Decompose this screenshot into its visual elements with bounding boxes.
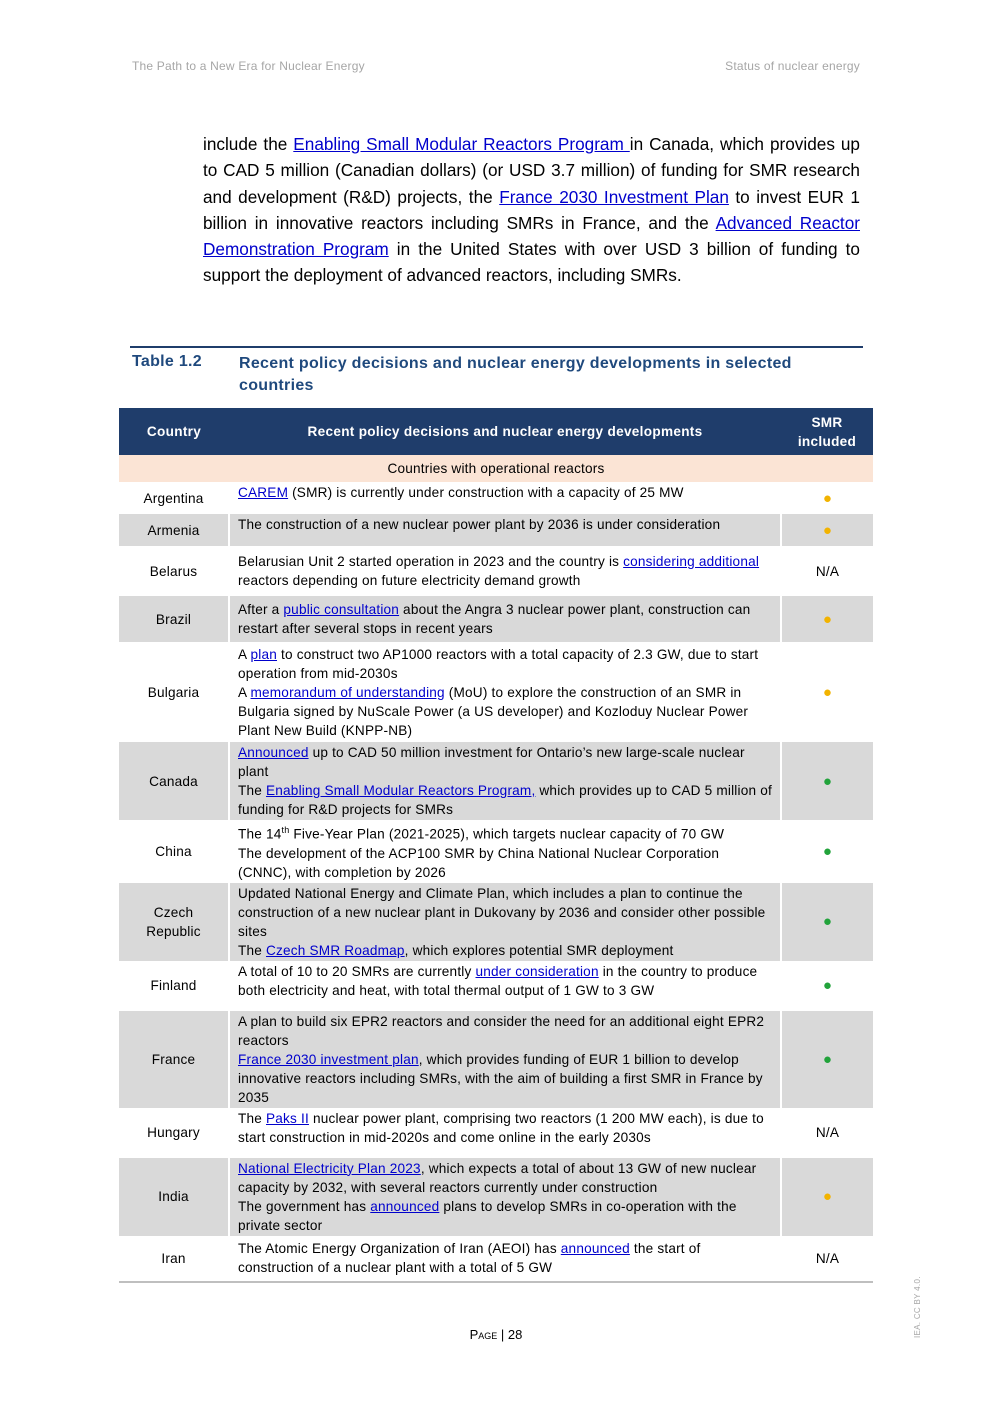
table-row (119, 1236, 873, 1282)
group-label: Countries with operational reactors (119, 455, 873, 482)
description-line (238, 552, 772, 590)
intro-text: to invest EUR 1 billion in innovative reactors including SMRs in France, and the (203, 186, 860, 233)
link-considering-additional[interactable]: considering additional (623, 554, 760, 569)
smr-status-dot: ● (822, 913, 833, 931)
description-cell (229, 1158, 781, 1236)
description-text: reactors depending on future electricity demand growth (238, 573, 581, 588)
description-line (238, 1197, 772, 1235)
table-row (119, 1158, 873, 1236)
description-cell (229, 642, 781, 742)
description-text: The government has (238, 1198, 371, 1214)
description-text: The 14 (238, 826, 282, 842)
description-text: , which explores potential SMR deployment (404, 942, 674, 958)
smr-cell (781, 883, 873, 961)
link-public-consultation[interactable]: public consultation (283, 602, 400, 617)
smr-cell (781, 642, 873, 742)
country-cell: China (119, 820, 229, 883)
description-text: the start of construction of a nuclear plant with a total of 5 GW (238, 1241, 701, 1276)
description-line (238, 781, 772, 819)
description-cell (229, 820, 781, 883)
smr-na: N/A (815, 1125, 840, 1141)
smr-status-dot: ● (822, 1188, 833, 1206)
description-line (238, 1159, 772, 1197)
group-row (119, 455, 873, 482)
col-header-country: Country (119, 408, 229, 455)
description-text: , which provides funding of EUR 1 billion to develop innovative reactors including SMRs, with the aim of building a first SMR in France by 2035 (238, 1051, 763, 1105)
description-text: to construct two AP1000 reactors with a total capacity of 2.3 GW, due to start operation from mid-2030s (238, 646, 759, 681)
description-text: Belarusian Unit 2 started operation in 2023 and the country is (238, 554, 624, 569)
country-cell: Czech Republic (119, 883, 229, 961)
description-line (238, 941, 772, 960)
description-text: A (238, 684, 251, 700)
smr-status-dot: ● (822, 977, 833, 995)
smr-cell (781, 742, 873, 820)
country-cell: Bulgaria (119, 642, 229, 742)
description-text: Updated National Energy and Climate Plan, which includes a plan to continue the construction of a new nuclear plant in Dukovany by 2036 and consider other possible sites (238, 885, 766, 939)
description-text: The (238, 942, 267, 958)
description-text: about the Angra 3 nuclear power plant, construction can restart after several stops in recent years (238, 602, 751, 636)
smr-cell (781, 1158, 873, 1236)
table-title: Recent policy decisions and nuclear energy developments in selected countries (239, 355, 792, 394)
country-cell: Finland (119, 961, 229, 1011)
description-text: Five-Year Plan (2021-2025), which targets nuclear capacity of 70 GW (289, 826, 725, 842)
smr-status-dot: ● (822, 772, 833, 790)
table-row (119, 1011, 873, 1108)
description-text: The development of the ACP100 SMR by China National Nuclear Corporation (CNNC), with completion by 2026 (238, 845, 720, 880)
description-text: plans to develop SMRs in co-operation with the private sector (238, 1198, 737, 1233)
table-caption (130, 346, 863, 397)
smr-status-dot: ● (822, 842, 833, 860)
link-france-2030[interactable]: France 2030 Investment Plan (499, 186, 729, 207)
smr-cell (781, 546, 873, 596)
page-number: 28 (507, 1327, 523, 1342)
link-national-electricity-plan[interactable]: National Electricity Plan 2023 (238, 1160, 421, 1176)
description-cell (229, 883, 781, 961)
smr-cell (781, 514, 873, 546)
running-header-title: The Path to a New Era for Nuclear Energy (132, 59, 365, 73)
description-line (238, 1239, 772, 1277)
smr-status-dot: ● (822, 521, 833, 539)
smr-cell (781, 1236, 873, 1282)
smr-na: N/A (815, 1250, 840, 1266)
description-cell (229, 1011, 781, 1108)
smr-na: N/A (815, 563, 840, 579)
description-text: (MoU) to explore the construction of an SMR in Bulgaria signed by NuScale Power (a US developer) and Kozloduy Nuclear Power Plant New Build (KNPP-NB) (238, 684, 749, 738)
link-announced[interactable]: Announced (238, 745, 309, 760)
description-text: A (238, 646, 251, 662)
description-text: The (238, 783, 267, 798)
description-cell (229, 546, 781, 596)
description-line (238, 645, 772, 683)
link-announced[interactable]: announced (560, 1241, 630, 1257)
country-cell: India (119, 1158, 229, 1236)
intro-text: in Canada, which provides up to CAD 5 million (Canadian dollars) (or USD 3.7 million) of funding for SMR research and development (R&D) projects, the (203, 134, 860, 207)
table-row (119, 1108, 873, 1158)
table-row (119, 961, 873, 1011)
description-text: A plan to build six EPR2 reactors and consider the need for an additional eight EPR2 reactors (238, 1013, 765, 1048)
description-line (238, 1050, 772, 1107)
table-row (119, 482, 873, 514)
table-row (119, 514, 873, 546)
page-footer (0, 1327, 992, 1342)
smr-status-dot: ● (822, 489, 833, 507)
description-line (238, 743, 772, 781)
link-czech-smr-roadmap[interactable]: Czech SMR Roadmap (266, 942, 405, 958)
link-enabling-smr-program[interactable]: Enabling Small Modular Reactors Program, (266, 783, 536, 798)
link-paks-ii[interactable]: Paks II (266, 1110, 309, 1126)
policy-table (119, 408, 873, 1283)
description-text: The (238, 1110, 267, 1126)
table-row (119, 642, 873, 742)
table-row (119, 883, 873, 961)
smr-cell (781, 1108, 873, 1158)
description-line (238, 483, 772, 502)
intro-paragraph (203, 131, 860, 289)
link-carem[interactable]: CAREM (238, 485, 289, 500)
description-text: nuclear power plant, comprising two reactors (1 200 MW each), is due to start construction in mid-2020s and come online in the early 2030s (238, 1110, 764, 1145)
link-advanced-reactor-program[interactable]: Advanced Reactor Demonstration Program (203, 212, 860, 260)
description-cell (229, 596, 781, 642)
link-memorandum[interactable]: memorandum of understanding (250, 684, 445, 700)
superscript: th (281, 825, 290, 835)
description-line (238, 1109, 772, 1147)
description-cell (229, 482, 781, 514)
country-cell: Canada (119, 742, 229, 820)
smr-cell (781, 1011, 873, 1108)
link-plan[interactable]: plan (250, 646, 278, 662)
link-under-consideration[interactable]: under consideration (475, 963, 599, 979)
link-announced[interactable]: announced (370, 1198, 440, 1214)
smr-cell (781, 596, 873, 642)
description-text: which provides up to CAD 5 million of funding for R&D projects for SMRs (238, 783, 772, 817)
smr-status-dot: ● (822, 610, 833, 628)
description-line (238, 962, 772, 1000)
page-separator: | (497, 1327, 508, 1342)
smr-status-dot: ● (822, 1050, 833, 1068)
description-text: , which expects a total of about 13 GW of new nuclear capacity by 2032, with several reactors currently under construction (238, 1160, 757, 1195)
description-text: The Atomic Energy Organization of Iran (AEOI) has (238, 1241, 561, 1257)
country-cell: Hungary (119, 1108, 229, 1158)
table-row (119, 596, 873, 642)
description-text: (SMR) is currently under construction with a capacity of 25 MW (288, 485, 684, 500)
description-cell (229, 514, 781, 546)
link-france-2030-plan[interactable]: France 2030 investment plan (238, 1051, 419, 1067)
table-row (119, 820, 873, 883)
description-cell (229, 1236, 781, 1282)
table-row (119, 546, 873, 596)
smr-cell (781, 820, 873, 883)
country-cell: France (119, 1011, 229, 1108)
description-cell (229, 1108, 781, 1158)
country-cell: Brazil (119, 596, 229, 642)
country-cell: Armenia (119, 514, 229, 546)
link-enabling-smr-program[interactable]: Enabling Small Modular Reactors Program (293, 134, 630, 154)
country-cell: Iran (119, 1236, 229, 1282)
description-cell (229, 961, 781, 1011)
license-note: IEA. CC BY 4.0. (913, 1276, 922, 1338)
description-line (238, 600, 772, 638)
description-text: The construction of a new nuclear power plant by 2036 is under consideration (238, 517, 721, 532)
intro-text: include the (203, 134, 294, 154)
country-cell: Belarus (119, 546, 229, 596)
country-cell: Argentina (119, 482, 229, 514)
description-text: in the country to produce both electricity and heat, with total thermal output of 1 GW to 3 GW (238, 963, 758, 998)
table-header-row (119, 408, 873, 455)
description-text: After a (238, 602, 284, 617)
smr-cell (781, 961, 873, 1011)
table-number: Table 1.2 (132, 353, 202, 370)
smr-cell (781, 482, 873, 514)
description-line (238, 683, 772, 740)
description-text: up to CAD 50 million investment for Ontario’s new large-scale nuclear plant (238, 745, 745, 779)
description-text: A total of 10 to 20 SMRs are currently (238, 963, 476, 979)
description-line (238, 821, 772, 844)
intro-text: in the United States with over USD 3 billion of funding to support the deployment of advanced reactors, including SMRs. (203, 239, 860, 286)
page-label: Page (469, 1327, 498, 1342)
table-row (119, 742, 873, 820)
smr-status-dot: ● (822, 683, 833, 701)
col-header-developments: Recent policy decisions and nuclear energy developments (229, 408, 781, 455)
col-header-smr: SMR included (781, 408, 873, 455)
running-header-section: Status of nuclear energy (725, 59, 860, 73)
description-cell (229, 742, 781, 820)
